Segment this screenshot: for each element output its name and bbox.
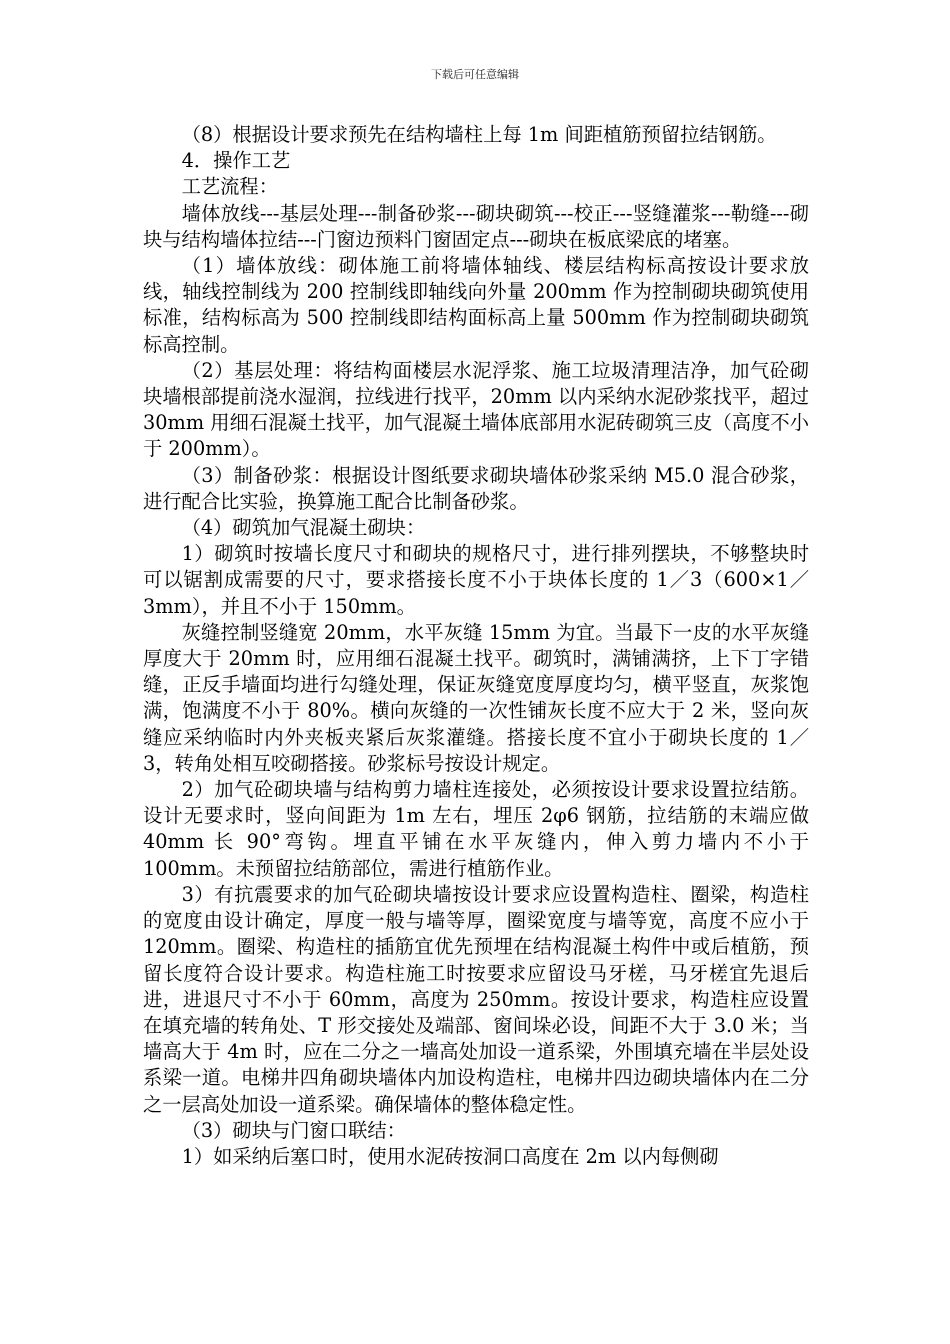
paragraph: （3）制备砂浆：根据设计图纸要求砌块墙体砂浆采纳 M5.0 混合砂浆，进行配合比实验，换算施工配合比制备砂浆。 [143, 463, 809, 513]
paragraph: （8）根据设计要求预先在结构墙柱上每 1m 间距植筋预留拉结钢筋。 [181, 123, 777, 146]
paragraph: （4）砌筑加气混凝土砌块： [181, 516, 426, 540]
paragraph: （1）墙体放线：砌体施工前将墙体轴线、楼层结构标高按设计要求放线，轴线控制线为 200 控制线即轴线向外量 200mm 作为控制砌块砌筑使用标准，结构标高为 500 控制线即结构面标高上量 500mm 作为控制砌块砌筑标高控制。 [143, 254, 809, 356]
paragraph: 1）砌筑时按墙长度尺寸和砌块的规格尺寸，进行排列摆块，不够整块时可以锯割成需要的尺寸，要求搭接长度不小于块体长度的 1／3（600×1／3mm），并且不小于 150mm。 [143, 542, 809, 618]
paragraph: （3）砌块与门窗口联结： [181, 1118, 406, 1142]
paragraph: 墙体放线---基层处理---制备砂浆---砌块砌筑---校正---竖缝灌浆---勒缝---砌块与结构墙体拉结---门窗边预料门窗固定点---砌块在板底梁底的堵塞。 [143, 201, 809, 251]
paragraph: 1）如采纳后塞口时，使用水泥砖按洞口高度在 2m 以内每侧砌 [181, 1144, 719, 1168]
paragraph: 灰缝控制竖缝宽 20mm，水平灰缝 15mm 为宜。当最下一皮的水平灰缝厚度大于 20mm 时，应用细石混凝土找平。砌筑时，满铺满挤，上下丁字错缝，正反手墙面均进行勾缝处理，保证灰缝宽度厚度均匀，横平竖直，灰浆饱满，饱满度不小于 80%。横向灰缝的一次性铺灰长度不应大于 2 米，竖向灰缝应采纳临时内外夹板夹紧后灰浆灌缝。搭接长度不宜小于砌块长度的 1／3，转角处相互咬砌搭接。砂浆标号按设计规定。 [143, 620, 809, 775]
page-header: 下载后可任意编辑 [431, 68, 519, 81]
document-body [143, 122, 809, 1170]
section-heading: 4．操作工艺 [181, 149, 291, 173]
paragraph: （2）基层处理：将结构面楼层水泥浮浆、施工垃圾清理洁净，加气砼砌块墙根部提前浇水湿润，拉线进行找平，20mm 以内采纳水泥砂浆找平，超过 30mm 用细石混凝土找平，加气混凝土墙体底部用水泥砖砌筑三皮（高度不小于 200mm）。 [143, 358, 809, 461]
paragraph: 工艺流程： [181, 175, 278, 199]
paragraph: 2）加气砼砌块墙与结构剪力墙柱连接处，必须按设计要求设置拉结筋。设计无要求时，竖向间距为 1m 左右，埋压 2φ6 钢筋，拉结筋的末端应做 40mm 长 90°弯钩。埋直平铺在水平灰缝内，伸入剪力墙内不小于 100mm。未预留拉结筋部位，需进行植筋作业。 [143, 778, 809, 880]
paragraph: 3）有抗震要求的加气砼砌块墙按设计要求应设置构造柱、圈梁，构造柱的宽度由设计确定，厚度一般与墙等厚，圈梁宽度与墙等宽，高度不应小于 120mm。圈梁、构造柱的插筋宜优先预埋在结构混凝土构件中或后植筋，预留长度符合设计要求。构造柱施工时按要求应留设马牙槎，马牙槎宜先退后进，进退尺寸不小于 60mm，高度为 250mm。按设计要求，构造柱应设置在填充墙的转角处、T 形交接处及端部、窗间垛必设，间距不大于 3.0 米；当墙高大于 4m 时，应在二分之一墙高处加设一道系梁，外围填充墙在半层处设系梁一道。电梯井四角砌块墙体内加设构造柱，电梯井四边砌块墙体内在二分之一层高处加设一道系梁。确保墙体的整体稳定性。 [143, 882, 809, 1116]
